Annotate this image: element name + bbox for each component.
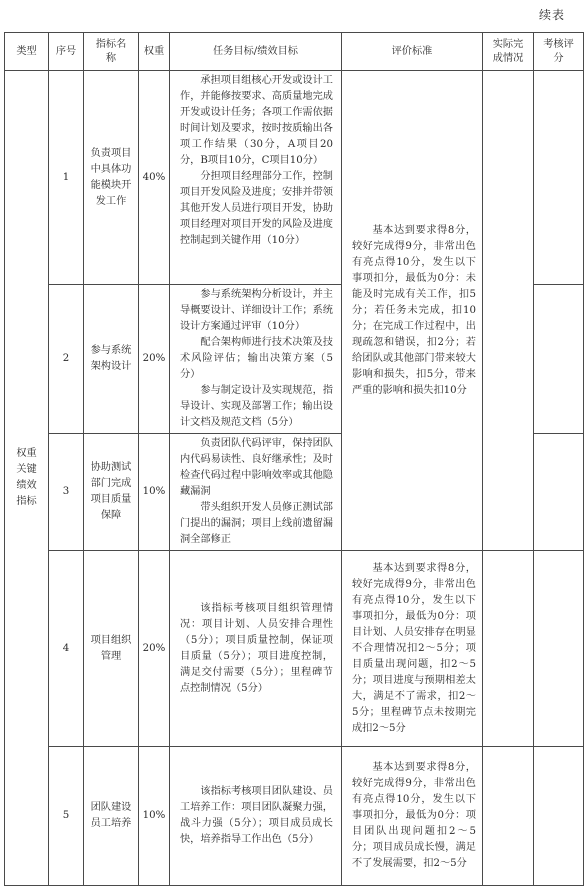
task-paragraph: 承担项目组核心开发或设计工作，并能修按要求、高质量地完成开发或设计任务；各项工作需依据时间计划及要求，按时按质输出各项工作结果（30分，A项目20分，B项目10分，C项目10分） xyxy=(180,75,333,166)
actual-cell xyxy=(483,71,534,551)
row-no: 1 xyxy=(49,71,84,285)
row-task xyxy=(170,285,342,434)
criteria-cell xyxy=(342,71,483,551)
criteria-text: 基本达到要求得8分，较好完成得9分，非常出色有亮点得10分，发生以下事项扣分，最低为0分：未能及时完成有关工作，扣5分；若任务未完成，扣10分；在完成工作过程中，出现疏忽和错误，扣2分；若给团队或其他部门带来较大影响和损失，扣5分，带来严重的影响和损失扣10分 xyxy=(352,224,476,396)
table-row xyxy=(5,747,584,886)
row-task xyxy=(170,434,342,551)
header-type: 类型 xyxy=(5,33,49,71)
score-cell xyxy=(534,285,584,434)
row-name: 负责项目中具体功能模块开发工作 xyxy=(84,71,139,285)
continued-label: 续表 xyxy=(538,8,565,22)
header-task: 任务目标/绩效目标 xyxy=(170,33,342,71)
actual-cell xyxy=(483,747,534,886)
row-name: 团队建设员工培养 xyxy=(84,747,139,886)
score-cell xyxy=(534,71,584,285)
task-paragraph: 配合架构师进行技术决策及技术风险评估；输出决策方案（5分） xyxy=(180,337,333,380)
task-paragraph: 分担项目经理部分工作，控制项目开发风险及进度；安排并带领其他开发人员进行项目开发，协助项目经理对项目开发的风险及进度控制起到关键作用（10分） xyxy=(180,171,333,246)
header-row xyxy=(5,33,584,71)
table-row xyxy=(5,71,584,285)
header-weight: 权重 xyxy=(139,33,170,71)
header-no: 序号 xyxy=(49,33,84,71)
score-cell xyxy=(534,434,584,551)
row-no: 5 xyxy=(49,747,84,886)
criteria-text: 基本达到要求得8分，较好完成得9分，非常出色有亮点得10分，发生以下事项扣分，最低为0分：项目团队出现问题扣2～5分；项目成员成长慢，满足不了发展需要，扣2～5分 xyxy=(352,762,476,869)
task-paragraph: 参与系统架构分析设计，并主导概要设计、详细设计工作；系统设计方案通过评审（10分） xyxy=(180,289,333,332)
task-paragraph: 该指标考核项目组织管理情况：项目计划、人员安排合理性（5分）；项目质量控制，保证项目质量（5分）；项目进度控制，满足交付需要（5分）；里程碑节点控制情况（5分） xyxy=(180,602,333,694)
row-name: 参与系统架构设计 xyxy=(84,285,139,434)
task-paragraph: 参与制定设计及实现规范，指导设计、实现及部署工作；输出设计文档及规范文档（5分） xyxy=(180,385,333,428)
header-score: 考核评分 xyxy=(534,33,584,71)
table-row xyxy=(5,551,584,747)
actual-cell xyxy=(483,551,534,747)
row-task xyxy=(170,551,342,747)
row-name: 项目组织管理 xyxy=(84,551,139,747)
row-no: 3 xyxy=(49,434,84,551)
row-weight: 20% xyxy=(139,551,170,747)
row-task xyxy=(170,71,342,285)
kpi-table xyxy=(4,32,584,886)
row-weight: 10% xyxy=(139,747,170,886)
row-task xyxy=(170,747,342,886)
category-cell: 权重关键绩效指标 xyxy=(5,71,49,886)
task-paragraph: 该指标考核项目团队建设、员工培养工作：项目团队凝聚力强，战斗力强（5分）；项目成员成长快，培养指导工作出色（5分） xyxy=(180,786,333,845)
criteria-cell xyxy=(342,551,483,747)
criteria-text: 基本达到要求得8分，较好完成得9分，非常出色有亮点得10分，发生以下事项扣分，最低为0分：项目计划、人员安排存在明显不合理情况扣2～5分；项目质量出现问题，扣2～5分；项目进度与预期相差太大，满足不了需求，扣2～5分；里程碑节点未按期完成扣2～5分 xyxy=(352,562,476,734)
header-criteria: 评价标准 xyxy=(342,33,483,71)
row-weight: 20% xyxy=(139,285,170,434)
header-name: 指标名称 xyxy=(84,33,139,71)
criteria-cell xyxy=(342,747,483,886)
score-cell xyxy=(534,747,584,886)
task-paragraph: 负责团队代码评审，保持团队内代码易读性、良好继承性；及时检查代码过程中影响效率或其他隐藏漏洞 xyxy=(180,438,333,497)
row-no: 2 xyxy=(49,285,84,434)
header-actual: 实际完成情况 xyxy=(483,33,534,71)
score-cell xyxy=(534,551,584,747)
row-weight: 10% xyxy=(139,434,170,551)
row-no: 4 xyxy=(49,551,84,747)
task-paragraph: 带头组织开发人员修正测试部门提出的漏洞；项目上线前遗留漏洞全部修正 xyxy=(180,502,333,545)
row-weight: 40% xyxy=(139,71,170,285)
row-name: 协助测试部门完成项目质量保障 xyxy=(84,434,139,551)
